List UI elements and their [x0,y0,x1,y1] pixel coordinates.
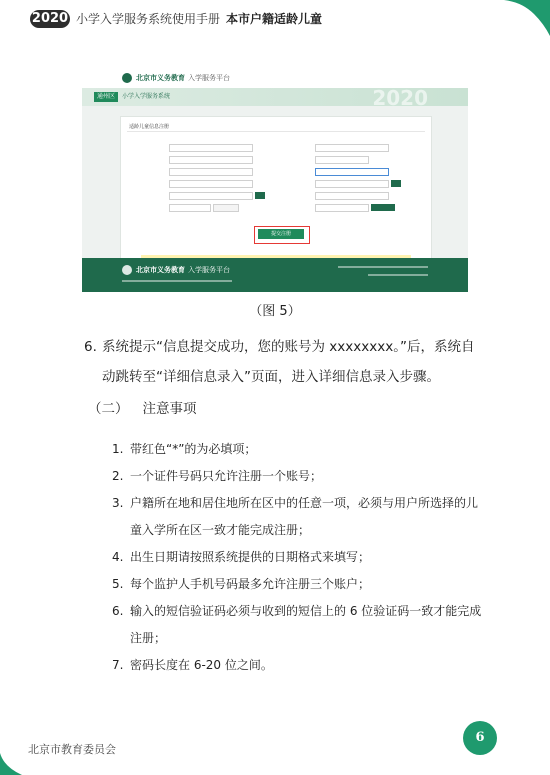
corner-decoration-bottom-left [0,753,22,775]
form-row [121,191,431,199]
section-title-text: 注意事项 [142,401,197,417]
figure-caption: （图 5） [249,304,301,319]
form-row [121,143,431,151]
form-divider [127,131,425,132]
registration-screenshot [82,68,468,292]
footer-text-line [338,266,428,268]
manual-title: 小学入学服务系统使用手册 [76,12,221,26]
captcha-image[interactable] [213,204,239,212]
footer-text-line [368,274,428,276]
list-item: 1. 带红色“*”的为必填项； [112,442,257,456]
form-row [121,155,431,163]
platform-logo-icon [122,73,132,83]
send-sms-button[interactable] [371,204,395,211]
page-header [0,0,550,40]
form-field[interactable] [169,144,253,152]
system-name: 小学入学服务系统 [122,93,171,100]
toggle-button[interactable] [255,192,265,199]
header-title [76,10,322,28]
form-field[interactable] [169,180,253,188]
year-badge: 2020 [31,11,69,26]
form-title: 适龄儿童信息注册 [129,124,170,130]
list-item: 4. 出生日期请按照系统提供的日期格式来填写； [112,550,371,564]
page-number: 6 [463,721,497,755]
system-banner [82,86,468,110]
footer-logo-icon [122,265,132,275]
form-row [121,167,431,175]
form-field[interactable] [315,180,389,188]
list-item: 2. 一个证件号码只允许注册一个账号； [112,469,323,483]
form-row [121,179,431,187]
form-row [121,203,431,211]
form-field[interactable] [169,156,253,164]
platform-topbar [82,68,468,88]
district-tag: 通州区 [94,92,118,102]
list-item: 7. 密码长度在 6-20 位之间。 [112,658,273,672]
footer-org: 北京市教育委员会 [28,743,116,756]
confirm-password-field[interactable] [315,192,389,200]
footer-platform-title: 北京市义务教育 入学服务平台 [136,266,230,274]
notes-list [112,436,484,679]
registration-form [120,116,432,280]
form-field[interactable] [315,168,389,176]
banner-year: 2020 [372,86,428,110]
form-field[interactable] [315,156,369,164]
platform-footer [82,258,468,292]
captcha-field[interactable] [169,204,211,212]
form-field[interactable] [315,144,389,152]
step-number: 6. [84,339,97,355]
section-number: （二） [88,401,129,417]
submit-register-button[interactable]: 提交注册 [258,229,304,239]
password-field[interactable] [169,192,253,200]
section-title: 本市户籍适龄儿童 [226,12,323,26]
step-text: 系统提示“信息提交成功，您的账号为 xxxxxxxx。”后，系统自动跳转至“详细信息录入”页面，进入详细信息录入步骤。 [102,339,475,385]
platform-title: 北京市义务教育 入学服务平台 [136,74,230,82]
footer-text-line [122,280,232,282]
list-item: 3. 户籍所在地和居住地所在区中的任意一项，必须与用户所选择的儿童入学所在区一致才能完成注册； [112,496,479,537]
list-item: 6. 输入的短信验证码必须与收到的短信上的 6 位验证码一致才能完成注册； [112,604,482,645]
form-field[interactable] [169,168,253,176]
sms-code-field[interactable] [315,204,369,212]
verify-button[interactable] [391,180,401,187]
section-heading [88,398,197,420]
step-6-paragraph [84,332,484,392]
list-item: 5. 每个监护人手机号码最多允许注册三个账户； [112,577,371,591]
